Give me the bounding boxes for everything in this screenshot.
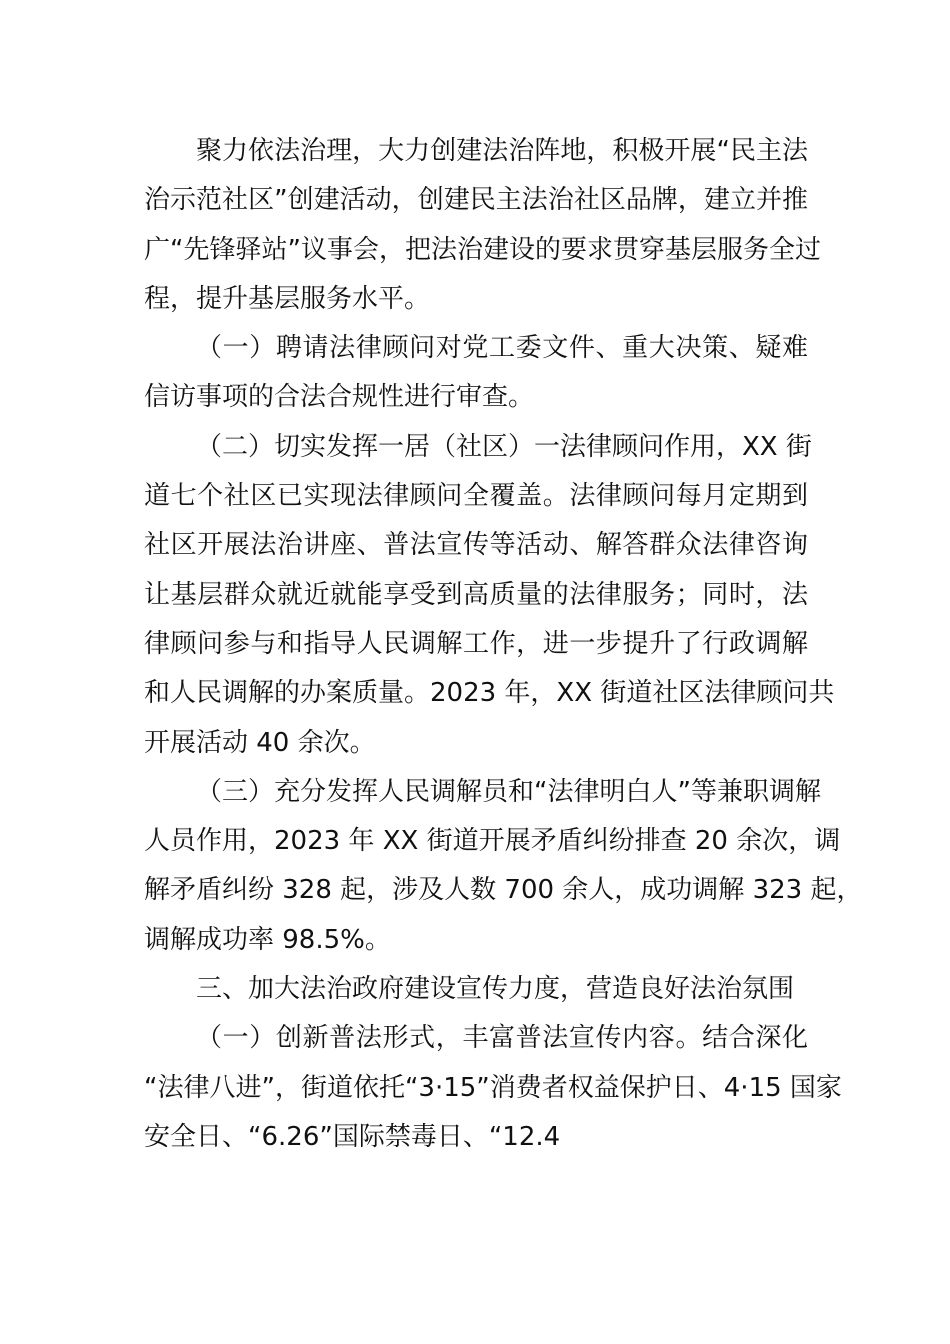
paragraph-line: （一）聘请法律顾问对党工委文件、重大决策、疑难 (196, 333, 808, 364)
paragraph-line: 道七个社区已实现法律顾问全覆盖。法律顾问每月定期到 (144, 481, 808, 512)
paragraph-line: “法律八进”，街道依托“3·15”消费者权益保护日、4·15 国家 (144, 1072, 842, 1103)
section-heading: 三、加大法治政府建设宣传力度，营造良好法治氛围 (196, 974, 795, 1005)
paragraph-line: 开展活动 40 余次。 (144, 727, 376, 758)
document-body (144, 127, 863, 1162)
paragraph-line: （三）充分发挥人民调解员和“法律明白人”等兼职调解 (196, 776, 821, 807)
paragraph-line: 聚力依法治理，大力创建法治阵地，积极开展“民主法 (196, 136, 808, 166)
paragraph-line: 社区开展法治讲座、普法宣传等活动、解答群众法律咨询 (144, 530, 808, 561)
paragraph-line: 律顾问参与和指导人民调解工作，进一步提升了行政调解 (144, 628, 808, 659)
paragraph-line: （二）切实发挥一居（社区）一法律顾问作用，XX 街 (196, 431, 812, 462)
paragraph-line: （一）创新普法形式，丰富普法宣传内容。结合深化 (196, 1023, 808, 1054)
paragraph-line: 和人民调解的办案质量。2023 年，XX 街道社区法律顾问共 (144, 678, 835, 709)
paragraph-line: 广“先锋驿站”议事会，把法治建设的要求贯穿基层服务全过 (144, 234, 821, 265)
paragraph-line: 调解成功率 98.5%。 (144, 924, 391, 955)
paragraph-line: 程，提升基层服务水平。 (144, 283, 431, 314)
paragraph-line: 安全日、“6.26”国际禁毒日、“12.4 (144, 1121, 561, 1152)
paragraph-line: 人员作用，2023 年 XX 街道开展矛盾纠纷排查 20 余次，调 (144, 826, 841, 857)
paragraph-line: 治示范社区”创建活动，创建民主法治社区品牌，建立并推 (144, 185, 808, 216)
paragraph-line: 让基层群众就近就能享受到高质量的法律服务；同时，法 (144, 579, 808, 610)
paragraph-line: 信访事项的合法合规性进行审查。 (144, 382, 535, 413)
paragraph-line: 解矛盾纠纷 328 起，涉及人数 700 余人，成功调解 323 起， (144, 875, 863, 906)
